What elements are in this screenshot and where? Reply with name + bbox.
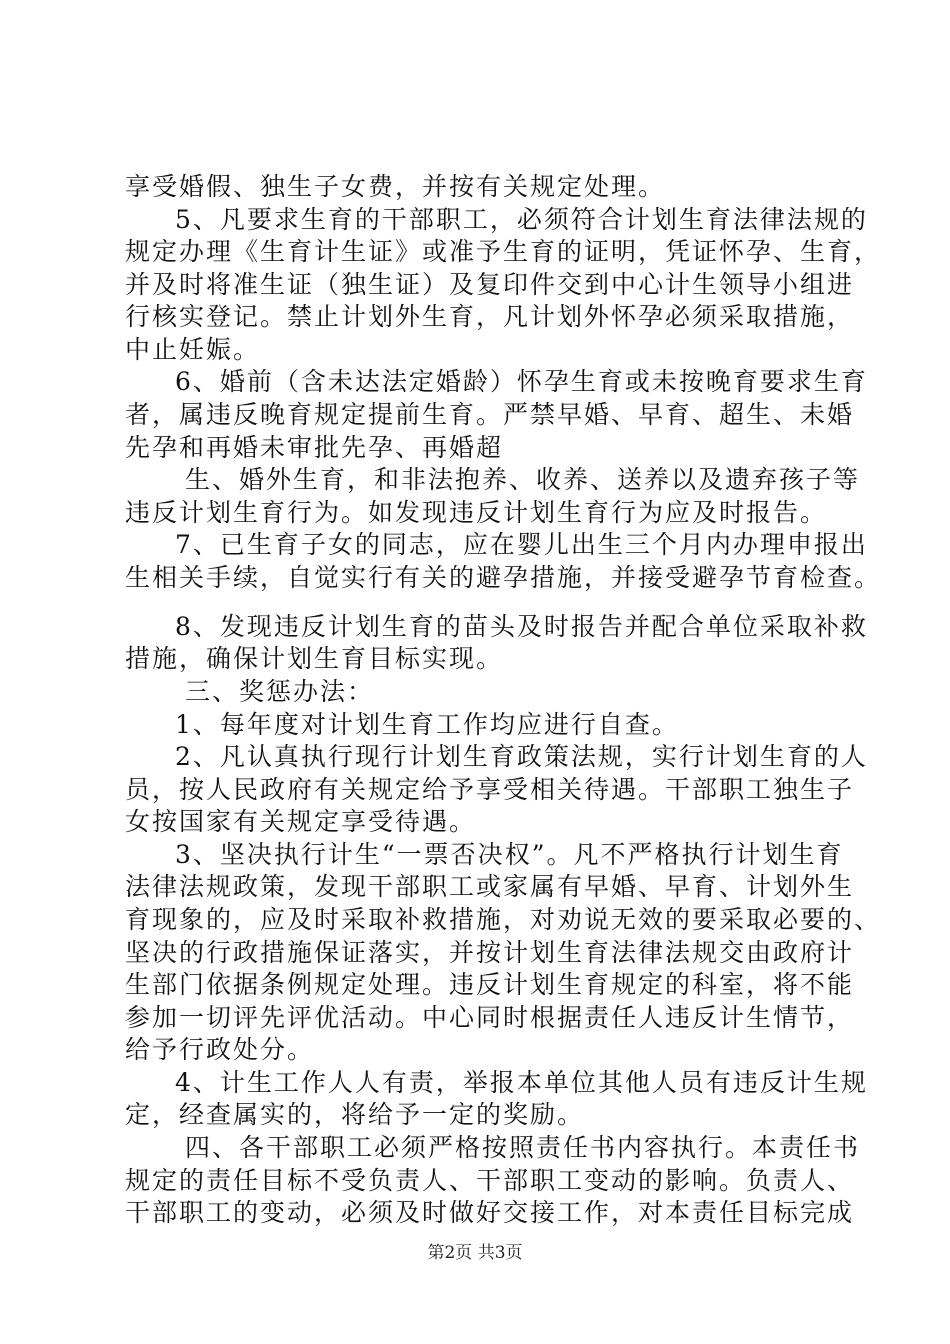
text-line: 2、凡认真执行现行计划生育政策法规，实行计划生育的人: [175, 742, 868, 771]
text-line: 法律法规政策，发现干部职工或家属有早婚、早育、计划外生: [125, 872, 855, 901]
text-line: 先孕和再婚未审批先孕、再婚超: [125, 433, 504, 462]
page-footer: [0, 1242, 950, 1264]
text-line: 8、发现违反计划生育的苗头及时报告并配合单位采取补救: [175, 612, 868, 641]
text-line: 6、婚前（含未达法定婚龄）怀孕生育或未按晚育要求生育: [175, 367, 868, 396]
text-line: 参加一切评先评优活动。中心同时根据责任人违反计生情节，: [125, 1003, 855, 1032]
text-line: 违反计划生育行为。如发现违反计划生育行为应及时报告。: [125, 498, 828, 527]
text-line: 并及时将准生证（独生证）及复印件交到中心计生领导小组进: [125, 270, 855, 299]
text-line: 享受婚假、独生子女费，并按有关规定处理。: [125, 172, 666, 201]
text-line: 措施，确保计划生育目标实现。: [125, 644, 504, 673]
text-line: 干部职工的变动，必须及时做好交接工作，对本责任目标完成: [125, 1198, 855, 1227]
text-line: 7、已生育子女的同志，应在婴儿出生三个月内办理申报出: [175, 530, 868, 559]
page-number-label: 第2页 共3页: [427, 1243, 523, 1263]
text-line: 生相关手续，自觉实行有关的避孕措施，并接受避孕节育检查。: [125, 563, 882, 592]
text-line: 坚决的行政措施保证落实，并按计划生育法律法规交由政府计: [125, 938, 855, 967]
text-line: 4、计生工作人人有责，举报本单位其他人员有违反计生规: [175, 1068, 868, 1097]
text-line: 3、坚决执行计生“一票否决权”。凡不严格执行计划生育: [175, 840, 844, 869]
text-line: 生部门依据条例规定处理。违反计划生育规定的科室，将不能: [125, 970, 855, 999]
text-line: 规定办理《生育计生证》或准予生育的证明，凭证怀孕、生育，: [125, 237, 882, 266]
text-line: 生、婚外生育，和非法抱养、收养、送养以及遗弃孩子等: [185, 465, 861, 494]
text-line: 5、凡要求生育的干部职工，必须符合计划生育法律法规的: [175, 205, 868, 234]
text-line: 给予行政处分。: [125, 1035, 315, 1064]
text-line: 育现象的，应及时采取补救措施，对劝说无效的要采取必要的、: [125, 905, 882, 934]
text-line: 1、每年度对计划生育工作均应进行自查。: [175, 710, 679, 739]
section-heading: 三、奖惩办法：: [185, 677, 375, 706]
text-line: 行核实登记。禁止计划外生育，凡计划外怀孕必须采取措施，: [125, 302, 855, 331]
text-line: 员，按人民政府有关规定给予享受相关待遇。干部职工独生子: [125, 775, 855, 804]
text-line: 中止妊娠。: [125, 335, 261, 364]
text-line: 者，属违反晚育规定提前生育。严禁早婚、早育、超生、未婚: [125, 400, 855, 429]
text-line: 定，经查属实的，将给予一定的奖励。: [125, 1100, 585, 1129]
text-line: 规定的责任目标不受负责人、干部职工变动的影响。负责人、: [125, 1166, 855, 1195]
section-heading: 四、各干部职工必须严格按照责任书内容执行。本责任书: [185, 1133, 861, 1162]
text-line: 女按国家有关规定享受待遇。: [125, 807, 477, 836]
